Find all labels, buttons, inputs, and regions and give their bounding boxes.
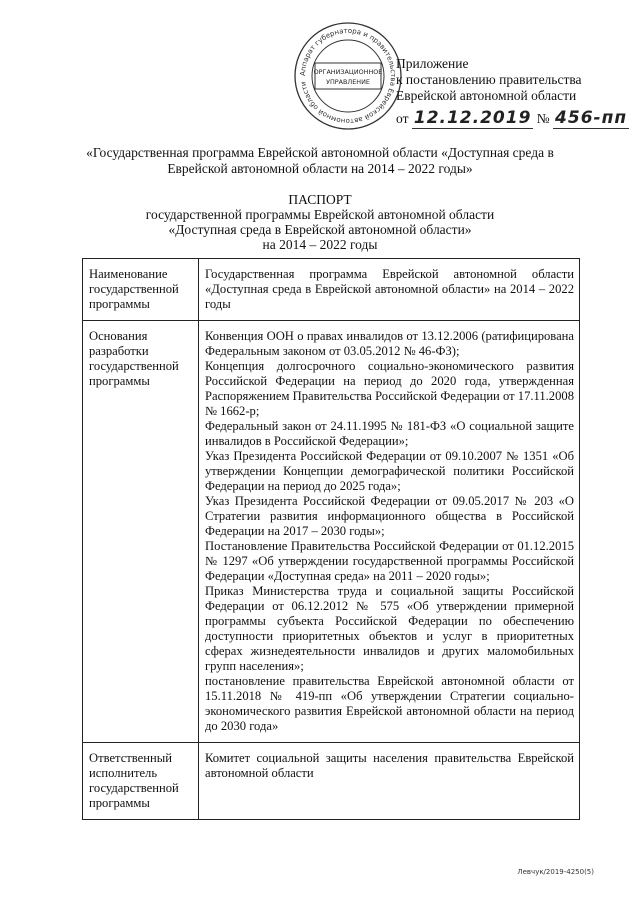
stamp-center-line1: ОРГАНИЗАЦИОННОЕ [313, 68, 383, 76]
basis-item: Концепция долгосрочного социально-экономического развития Российской Федерации на период до 2020 года, утвержденная Распоряжением Правительства Российской Федерации от 17.11.2008 № 1662-р; [205, 359, 574, 418]
appendix-line3: Еврейской автономной области [396, 88, 577, 103]
passport-heading: ПАСПОРТ [288, 192, 352, 207]
row-label-basis: Основания разработки государственной программы [83, 321, 199, 743]
basis-item: Указ Президента Российской Федерации от 09.10.2007 № 1351 «Об утверждении Концепции демографической политики Российской Федерации на период до 2025 года»; [205, 449, 574, 493]
basis-item: Конвенция ООН о правах инвалидов от 13.12.2006 (ратифицирована Федеральным законом от 03.05.2012 № 46-ФЗ); [205, 329, 574, 358]
date-prefix: от [396, 111, 409, 126]
program-title-line1: «Государственная программа Еврейской автономной области «Доступная среда в [86, 145, 554, 160]
table-row [83, 259, 580, 321]
basis-item: Приказ Министерства труда и социальной защиты Российской Федерации от 06.12.2012 № 575 «Об утверждении примерной программы субъекта Российской Федерации по обеспечению доступности приоритетных объектов и услуг в приоритетных сферах жизнедеятельности инвалидов и других маломобильных групп населения»; [205, 584, 574, 673]
program-title [60, 145, 580, 177]
basis-item: постановление правительства Еврейской автономной области от 15.11.2018 № 419-пп «Об утверждении Стратегии социально-экономического развития Еврейской автономной области на период до 2030 года» [205, 674, 574, 733]
stamp-center-line2: УПРАВЛЕНИЕ [326, 78, 370, 86]
appendix-line1: Приложение [396, 56, 469, 71]
appendix-header [396, 56, 582, 104]
row-value-executor: Комитет социальной защиты населения правительства Еврейской автономной области [199, 743, 580, 820]
row-label-name: Наименование государственной программы [83, 259, 199, 321]
number-prefix: № [536, 111, 550, 126]
decree-number: 456-пп [555, 108, 628, 128]
appendix-line2: к постановлению правительства [396, 72, 582, 87]
passport-heading-block [60, 192, 580, 252]
basis-item: Указ Президента Российской Федерации от 09.05.2017 № 203 «О Стратегии развития информационного общества в Российской Федерации на 2017 – 2030 годы»; [205, 494, 574, 538]
row-value-name: Государственная программа Еврейской автономной области «Доступная среда в Еврейской автономной области» на 2014 – 2022 годы [199, 259, 580, 321]
program-title-line2: Еврейской автономной области на 2014 – 2022 годы» [167, 161, 473, 176]
passport-line1: государственной программы Еврейской автономной области [145, 207, 495, 222]
decree-date: 12.12.2019 [413, 108, 532, 128]
table-row [83, 743, 580, 820]
basis-item: Федеральный закон от 24.11.1995 № 181-ФЗ «О социальной защите инвалидов в Российской Федерации»; [205, 419, 574, 448]
decree-date-number [396, 108, 629, 128]
stamp-ring-text: Аппарат губернатора и правительства Еврейской автономной области [298, 26, 398, 126]
passport-line3: на 2014 – 2022 годы [262, 237, 378, 252]
passport-table [82, 258, 580, 820]
row-label-executor: Ответственный исполнитель государственной программы [83, 743, 199, 820]
basis-item: Постановление Правительства Российской Федерации от 01.12.2015 № 1297 «Об утверждении государственной программы Российской Федерации «Доступная среда» на 2011 – 2020 годы»; [205, 539, 574, 583]
organizational-department-stamp [292, 20, 404, 132]
document-code: Левчук/2019-4250(5) [517, 868, 594, 876]
row-value-basis [199, 321, 580, 743]
passport-line2: «Доступная среда в Еврейской автономной области» [168, 222, 472, 237]
table-row [83, 321, 580, 743]
